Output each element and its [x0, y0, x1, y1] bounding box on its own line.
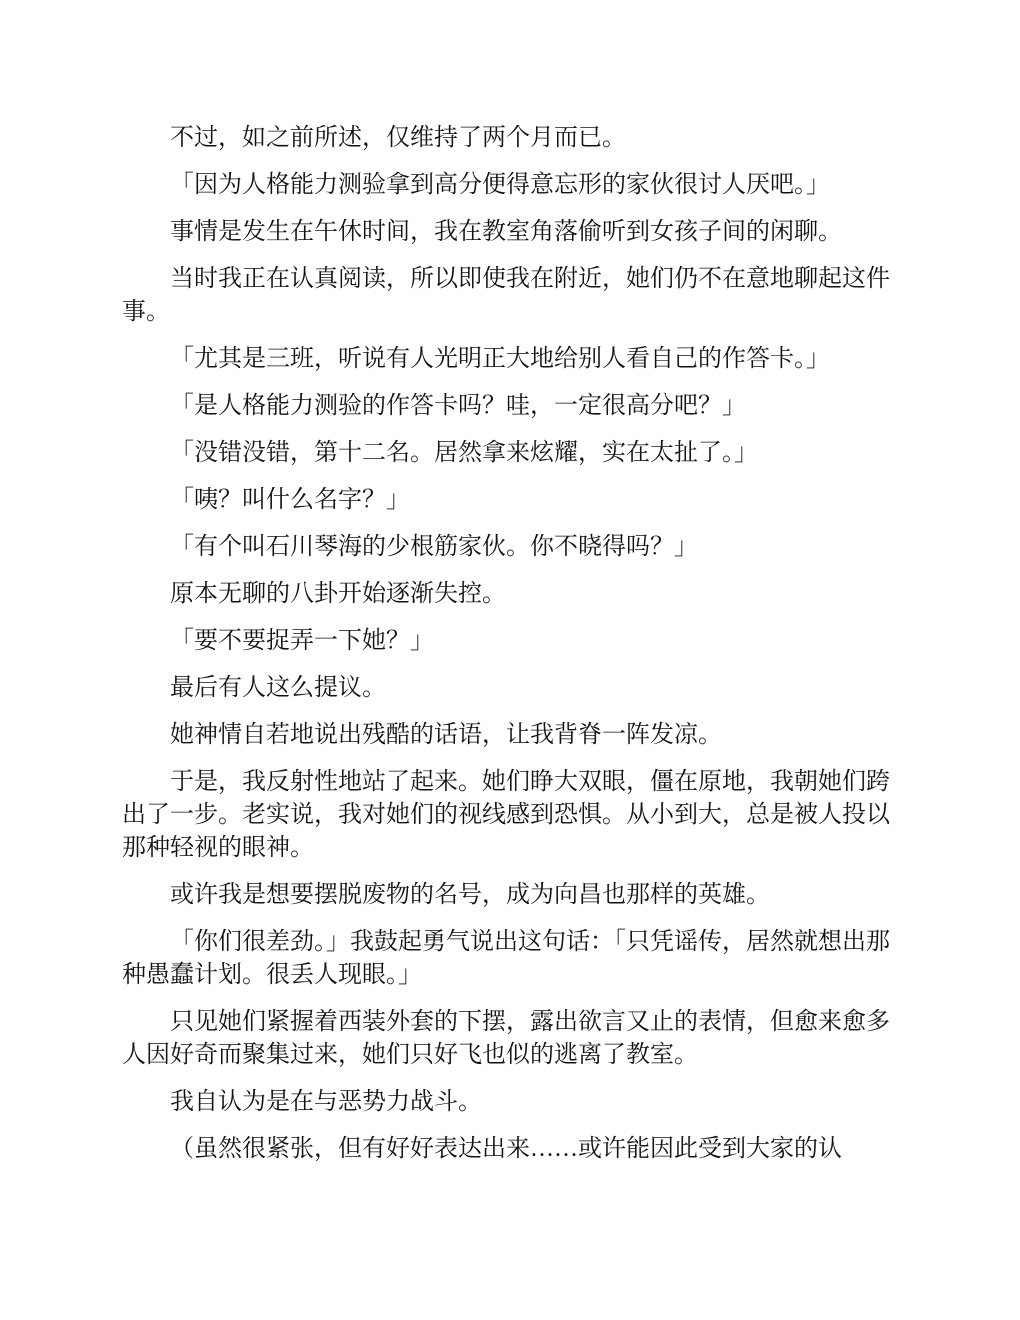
paragraph: 「尤其是三班，听说有人光明正大地给别人看自己的作答卡。」: [170, 346, 830, 372]
paragraph: 「没错没错，第十二名。居然拿来炫耀，实在太扯了。」: [170, 440, 758, 466]
paragraph: 「因为人格能力测验拿到高分便得意忘形的家伙很讨人厌吧。」: [170, 172, 830, 198]
paragraph: 「是人格能力测验的作答卡吗？哇，一定很高分吧？」: [170, 393, 746, 419]
paragraph: 事情是发生在午休时间，我在教室角落偷听到女孩子间的闲聊。: [170, 219, 842, 245]
paragraph: 当时我正在认真阅读，所以即使我在附近，她们仍不在意地聊起这件事。: [122, 266, 890, 325]
paragraph: 我自认为是在与恶势力战斗。: [170, 1089, 482, 1115]
paragraph: 最后有人这么提议。: [170, 675, 386, 701]
paragraph: 或许我是想要摆脱废物的名号，成为向昌也那样的英雄。: [170, 882, 770, 908]
paragraph: 只见她们紧握着西装外套的下摆，露出欲言又止的表情，但愈来愈多人因好奇而聚集过来，她们只好飞也似的逃离了教室。: [122, 1009, 890, 1068]
paragraph: 「你们很差劲。」我鼓起勇气说出这句话：「只凭谣传，居然就想出那种愚蠢计划。很丢人现眼。」: [122, 929, 890, 988]
paragraph: 原本无聊的八卦开始逐渐失控。: [170, 581, 506, 607]
paragraph: 「有个叫石川琴海的少根筋家伙。你不晓得吗？」: [170, 534, 698, 560]
paragraph: 于是，我反射性地站了起来。她们睁大双眼，僵在原地，我朝她们跨出了一步。老实说，我对她们的视线感到恐惧。从小到大，总是被人投以那种轻视的眼神。: [122, 769, 890, 861]
page-text-container: [122, 122, 898, 1180]
paragraph: 她神情自若地说出残酷的话语，让我背脊一阵发凉。: [170, 722, 722, 748]
paragraph: （虽然很紧张，但有好好表达出来……或许能因此受到大家的认: [170, 1136, 842, 1162]
paragraph: 「要不要捉弄一下她？」: [170, 628, 434, 654]
paragraph: 不过，如之前所述，仅维持了两个月而已。: [170, 125, 626, 151]
paragraph: 「咦？叫什么名字？」: [170, 487, 410, 513]
